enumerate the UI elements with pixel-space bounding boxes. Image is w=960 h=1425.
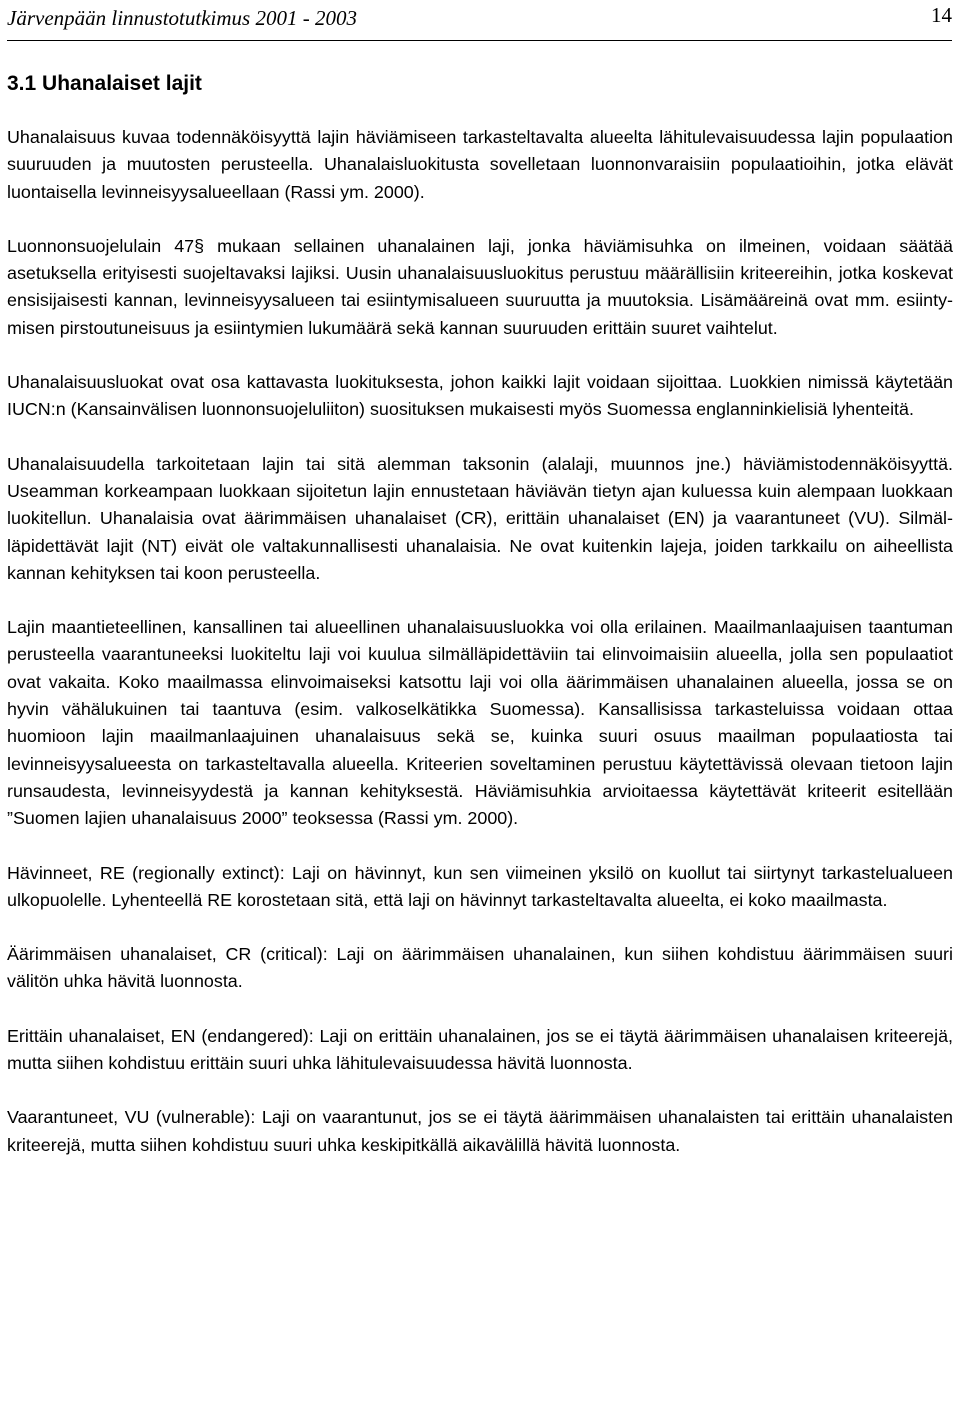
paragraph-category-re: Hävinneet, RE (regionally extinct): Laji on hävinnyt, kun sen viimeinen yksilö on kuollut tai siirtynyt tarkastelualueen ulkopuolelle. Lyhenteellä RE korostetaan sitä, että laji on hävinnyt tarkasteltavalta alueelta, ei koko maailmasta.: [7, 862, 953, 910]
paragraph-conservation-law: Luonnonsuojelulain 47§ mukaan sellainen uhanalainen laji, jonka häviämisuhka on ilmeinen, voidaan säätää asetuksella erityisesti suojeltavaksi lajiksi. Uusin uhanalaisuusluokitus perustuu määrällisiin kriteereihin, jotka koskevat ensisijaisesti kannan, levinneisyysalueen tai esiintymisalueen suuruutta ja muutoksia. Lisämääreinä ovat mm. esiintymisen pirstoutuneisuus ja esiintymien lukumäärä sekä kannan suuruuden erittäin suuret vaihtelut.: [7, 235, 953, 338]
page-header: [7, 2, 952, 41]
paragraph-iucn-categories: Uhanalaisuusluokat ovat osa kattavasta luokituksesta, johon kaikki lajit voidaan sijoittaa. Luokkien nimissä käytetään IUCN:n (Kansainvälisen luonnonsuojeluliiton) suosituksen mukaisesti myös Suomessa englanninkielisiä lyhenteitä.: [7, 372, 953, 420]
paragraph-category-en: Erittäin uhanalaiset, EN (endangered): Laji on erittäin uhanalainen, jos se ei täytä äärimmäisen uhanalaisen kriteerejä, mutta siihen kohdistuu erittäin suuri uhka lähitulevaisuudessa hävitä luonnosta.: [7, 1025, 953, 1074]
paragraph-threat-definition: Uhanalaisuus kuvaa todennäköisyyttä lajin häviämiseen tarkasteltavalta alueelta lähitulevaisuudessa lajin populaation suuruuden ja muutosten perusteella. Uhanalaisluokitusta sovelletaan luonnonvaraisiin populaatioihin, jotka elävät luontaisella levinneisyysalueellaan (Rassi ym. 2000).: [7, 127, 953, 202]
section-title: 3.1 Uhanalaiset lajit: [7, 72, 202, 95]
paragraph-category-vu: Vaarantuneet, VU (vulnerable): Laji on vaarantunut, jos se ei täytä äärimmäisen uhanalaisten tai erittäin uhanalaisten kriteerejä, mutta siihen kohdistuu suuri uhka keskipitkällä aikavälillä hävitä luonnosta.: [7, 1107, 953, 1155]
paragraph-threat-classes: Uhanalaisuudella tarkoitetaan lajin tai sitä alemman taksonin (alalaji, muunnos jne.) häviämistodennäköisyyttä. Useamman korkeampaan luokkaan sijoitetun lajin ennustetaan häviävän tietyn ajan kuluessa kuin alempaan luokkaan luokitellun. Uhanalaisia ovat äärimmäisen uhanalaiset (CR), erittäin uhanalaiset (EN) ja vaarantuneet (VU). Silmälläpidettävät lajit (NT) eivät ole valtakunnallisesti uhanalaisia. Ne ovat kuitenkin lajeja, joiden tarkkailu on aiheellista kannan kehityksen tai koon perusteella.: [7, 453, 953, 583]
running-title: Järvenpään linnustotutkimus 2001 - 2003: [7, 6, 357, 30]
paragraph-category-cr: Äärimmäisen uhanalaiset, CR (critical): Laji on äärimmäisen uhanalainen, kun siihen kohdistuu äärimmäisen suuri välitön uhka hävitä luonnosta.: [7, 944, 953, 992]
page-body: [7, 70, 953, 1159]
page-number: 14: [931, 3, 952, 27]
paragraph-regional-status: Lajin maantieteellinen, kansallinen tai alueellinen uhanalaisuusluokka voi olla erilainen. Maailmanlaajuisen taantuman perusteella vaarantuneeksi luokiteltu laji voi kuulua silmälläpidettäviin tai elinvoimaisiin alueella, jolla sen populaatiot ovat vakaita. Koko maailmassa elinvoimaiseksi katsottu laji voi olla äärimmäisen uhanalainen alueella, jossa se on hyvin vähälukuinen tai taantuva (esim. valkoselkätikka Suomessa). Kansallisissa tarkasteluissa voidaan ottaa huomioon lajin maailmanlaajuinen uhanalaisuus sekä se, kuinka suuri osuus maailman populaatiosta tai levinneisyysalueesta on tarkasteltavalla alueella. Kriteerien soveltaminen perustuu käytettävissä olevaan tietoon lajin runsaudesta, levinneisyydestä ja kannan kehityksestä. Häviämisuhkia arvioitaessa käytettävät kriteerit esitellään ”Suomen lajien uhanalaisuus 2000” teoksessa (Rassi ym. 2000).: [7, 617, 953, 829]
